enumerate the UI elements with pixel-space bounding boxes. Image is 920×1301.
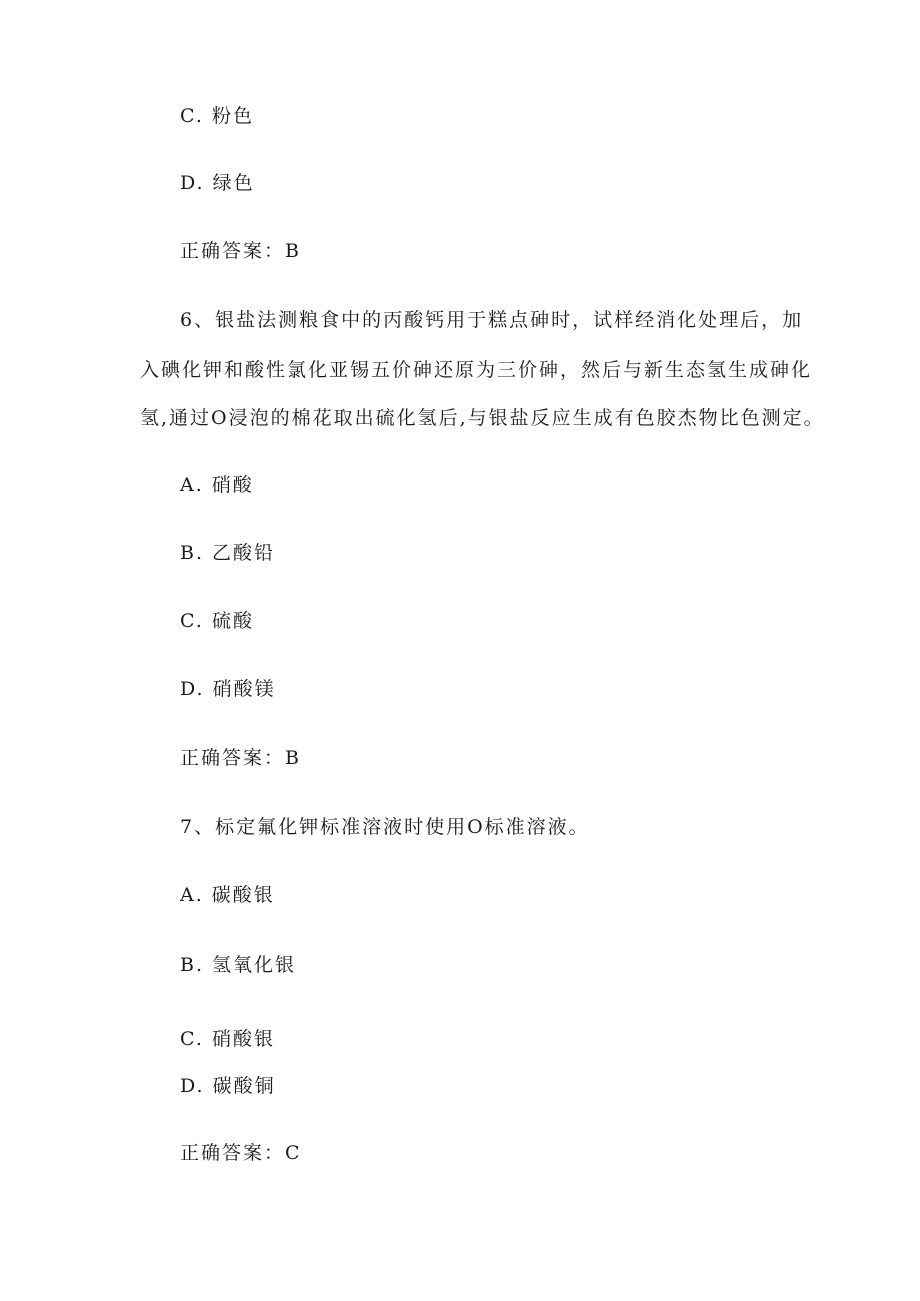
q6-question-line-3: 氢,通过O浸泡的棉花取出硫化氢后,与银盐反应生成有色胶杰物比色测定。 (140, 407, 825, 429)
q7-question: 7、标定氟化钾标准溶液时使用O标准溶液。 (180, 816, 590, 838)
q5-option-c: C. 粉色 (180, 105, 254, 127)
q7-option-b: B. 氢氧化银 (180, 954, 297, 976)
q6-question-line-1: 6、银盐法测粮食中的丙酸钙用于糕点砷时，试样经消化处理后，加 (180, 309, 804, 331)
q6-option-c: C. 硫酸 (180, 610, 254, 632)
q6-option-b: B. 乙酸铅 (180, 542, 276, 564)
q5-option-d: D. 绿色 (180, 172, 255, 194)
q7-option-c: C. 硝酸银 (180, 1028, 275, 1050)
q7-answer: 正确答案：C (180, 1142, 302, 1164)
q5-answer: 正确答案：B (180, 240, 301, 262)
q6-option-d: D. 硝酸镁 (180, 678, 276, 700)
q6-answer: 正确答案：B (180, 747, 301, 769)
q7-option-d: D. 碳酸铜 (180, 1075, 276, 1097)
q6-option-a: A. 硝酸 (180, 474, 254, 496)
q6-question-line-2: 入碘化钾和酸性氯化亚锡五价砷还原为三价砷，然后与新生态氢生成砷化 (140, 359, 813, 381)
q7-option-a: A. 碳酸银 (180, 884, 275, 906)
